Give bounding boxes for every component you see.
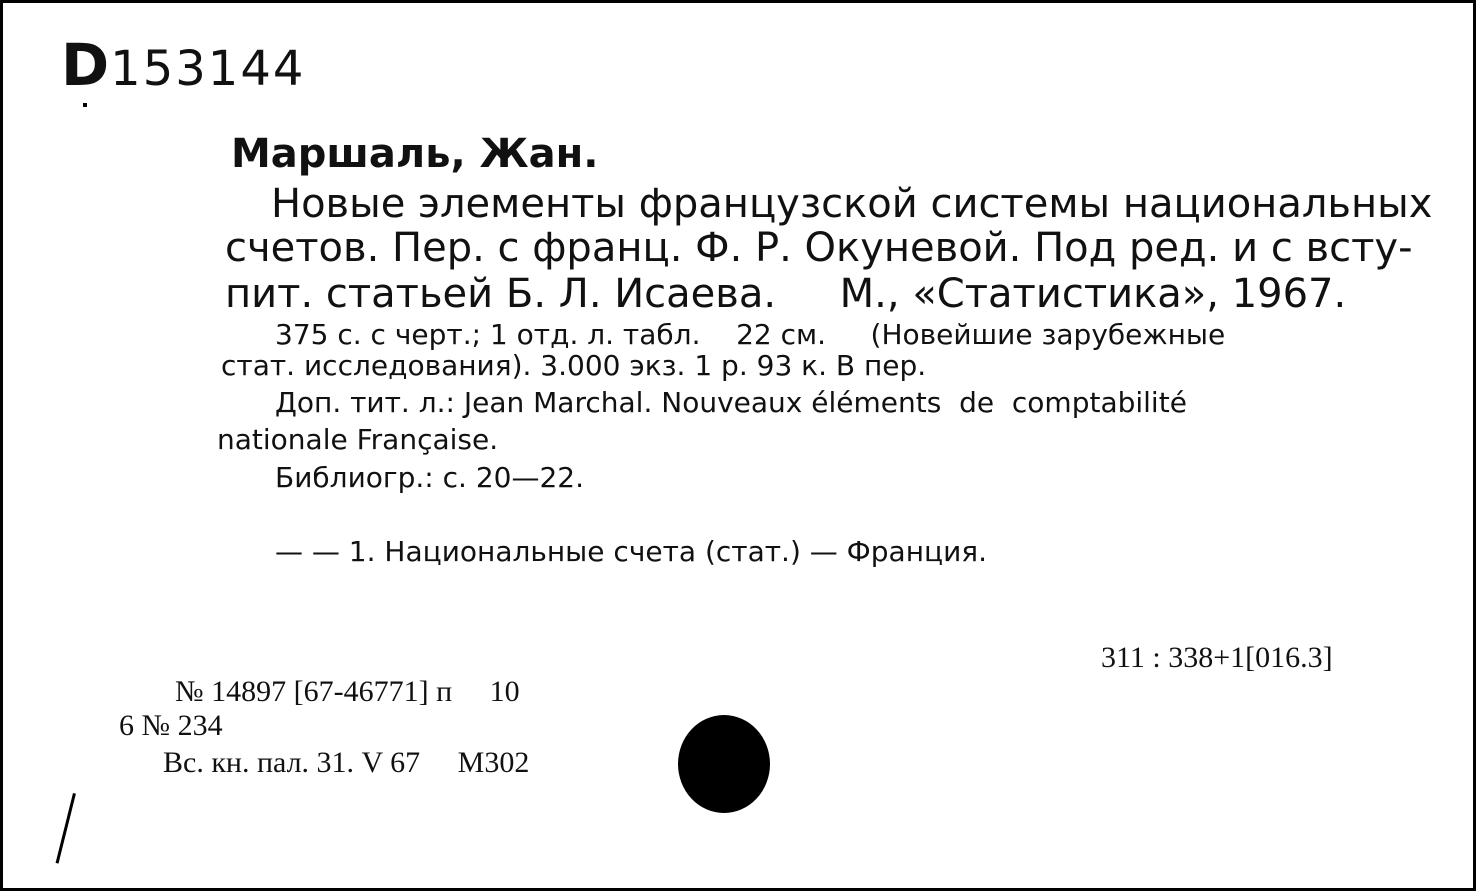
call-number-digits: 153144: [110, 41, 306, 97]
record-sub-number: 6 № 234: [119, 709, 223, 742]
pen-stroke: [56, 793, 76, 864]
title-line-2: счетов. Пер. с франц. Ф. Р. Окуневой. Под ред. и с всту-: [225, 225, 1413, 271]
title-line-3: пит. статьей Б. Л. Исаева. М., «Статистика», 1967.: [225, 271, 1347, 317]
call-number: [61, 31, 305, 99]
author-heading: Маршаль, Жан.: [231, 131, 599, 177]
chamber-record-line: Вс. кн. пал. 31. V 67 М302: [163, 746, 530, 779]
title-line-1: Новые элементы французской системы национальных: [271, 181, 1433, 227]
bibliography-note: Библиогр.: с. 20—22.: [275, 461, 584, 494]
record-number-line: № 14897 [67-46771] п 10: [175, 675, 520, 708]
collation-line-1: 375 с. с черт.; 1 отд. л. табл. 22 см. (Новейшие зарубежные: [275, 318, 1226, 351]
collation-line-2: стат. исследования). 3.000 экз. 1 р. 93 к. В пер.: [221, 349, 927, 382]
ink-mark: [83, 103, 87, 107]
classification-number: 311 : 338+1[016.3]: [1101, 641, 1333, 674]
subject-heading: — — 1. Национальные счета (стат.) — Франция.: [275, 535, 988, 568]
punch-hole: [678, 715, 770, 813]
note-line-2: nationale Française.: [217, 423, 499, 456]
call-number-letter: D: [61, 31, 111, 99]
note-line-1: Доп. тит. л.: Jean Marchal. Nouveaux éléments de comptabilité: [275, 386, 1187, 419]
